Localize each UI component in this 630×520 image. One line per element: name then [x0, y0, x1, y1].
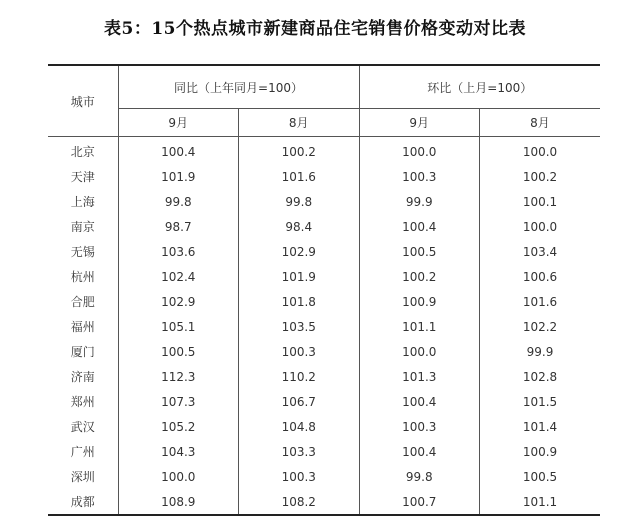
table-row	[48, 464, 600, 489]
mom-aug-cell: 100.1	[480, 189, 601, 214]
yoy-aug-cell: 100.3	[239, 464, 360, 489]
mom-aug-cell: 102.2	[480, 314, 601, 339]
mom-sept-cell: 100.0	[359, 137, 480, 165]
yoy-aug-cell: 98.4	[239, 214, 360, 239]
yoy-aug-cell: 101.6	[239, 164, 360, 189]
yoy-sept-cell: 112.3	[161, 369, 196, 384]
yoy-sept-cell: 103.6	[161, 244, 196, 259]
mom-sept-cell: 100.4	[359, 214, 480, 239]
table-row	[48, 414, 600, 439]
yoy-aug-cell: 108.2	[239, 489, 360, 515]
yoy-aug-cell: 103.5	[239, 314, 360, 339]
mom-sept-header: 9月	[359, 109, 480, 137]
mom-aug-cell: 102.8	[480, 364, 601, 389]
yoy-sept-cell: 104.3	[161, 444, 196, 459]
mom-sept-cell: 101.1	[359, 314, 480, 339]
mom-aug-cell: 101.4	[480, 414, 601, 439]
mom-aug-header: 8月	[480, 109, 601, 137]
mom-sept-cell: 100.9	[359, 289, 480, 314]
yoy-sept-cell: 100.0	[161, 469, 196, 484]
table-row	[48, 339, 600, 364]
mom-sept-cell: 100.0	[359, 339, 480, 364]
yoy-sept-cell: 107.3	[161, 394, 196, 409]
yoy-sept-cell: 108.9	[118, 489, 239, 515]
yoy-aug-cell: 100.2	[239, 137, 360, 165]
mom-aug-cell: 100.0	[480, 214, 601, 239]
table-row	[48, 289, 600, 314]
yoy-aug-header: 8月	[239, 109, 360, 137]
table-row	[48, 189, 600, 214]
table-row	[48, 389, 600, 414]
yoy-sept-cell: 100.4	[161, 144, 196, 159]
mom-aug-cell: 101.1	[480, 489, 601, 515]
yoy-sept-cell: 101.9	[161, 169, 196, 184]
table-row	[48, 264, 600, 289]
table-row	[48, 489, 600, 515]
city-cell: 南京	[48, 214, 118, 239]
city-cell: 福州	[48, 314, 118, 339]
mom-aug-cell: 101.6	[480, 289, 601, 314]
city-cell: 济南	[48, 364, 118, 389]
table-row	[48, 214, 600, 239]
mom-aug-cell: 100.6	[480, 264, 601, 289]
mom-aug-cell: 100.5	[480, 464, 601, 489]
yoy-aug-cell: 104.8	[239, 414, 360, 439]
city-cell: 厦门	[48, 339, 118, 364]
yoy-aug-cell: 102.9	[239, 239, 360, 264]
mom-sept-cell: 100.7	[359, 489, 480, 515]
mom-aug-cell: 100.2	[480, 164, 601, 189]
table-title: 表5：15个热点城市新建商品住宅销售价格变动对比表	[104, 19, 526, 39]
yoy-aug-cell: 101.9	[239, 264, 360, 289]
yoy-aug-cell: 101.8	[239, 289, 360, 314]
table-row	[48, 137, 600, 165]
table-row	[48, 164, 600, 189]
city-cell: 合肥	[48, 289, 118, 314]
mom-sept-cell: 99.8	[359, 464, 480, 489]
yoy-aug-cell: 99.8	[239, 189, 360, 214]
mom-sept-cell: 100.4	[359, 389, 480, 414]
mom-aug-cell: 100.0	[480, 137, 601, 165]
mom-aug-cell: 101.5	[480, 389, 601, 414]
table-row	[48, 364, 600, 389]
city-cell: 武汉	[48, 414, 118, 439]
city-cell: 成都	[48, 489, 118, 515]
yoy-aug-cell: 106.7	[239, 389, 360, 414]
yoy-sept-cell: 105.2	[161, 419, 196, 434]
city-column-header: 城市	[48, 65, 118, 137]
city-cell: 天津	[48, 164, 118, 189]
city-cell: 广州	[48, 439, 118, 464]
mom-aug-cell: 100.9	[480, 439, 601, 464]
city-cell: 深圳	[48, 464, 118, 489]
mom-aug-cell: 103.4	[480, 239, 601, 264]
yoy-sept-cell: 98.7	[164, 219, 192, 234]
table-row	[48, 239, 600, 264]
yoy-sept-cell: 102.9	[161, 294, 196, 309]
yoy-sept-header: 9月	[118, 109, 239, 137]
city-cell: 上海	[48, 189, 118, 214]
city-cell: 北京	[48, 137, 118, 165]
yoy-aug-cell: 110.2	[239, 364, 360, 389]
mom-sept-cell: 100.3	[359, 414, 480, 439]
mom-sept-cell: 100.4	[359, 439, 480, 464]
yoy-aug-cell: 100.3	[239, 339, 360, 364]
mom-sept-cell: 99.9	[359, 189, 480, 214]
table-row	[48, 439, 600, 464]
yoy-sept-cell: 100.5	[161, 344, 196, 359]
mom-sept-cell: 100.5	[359, 239, 480, 264]
city-cell: 杭州	[48, 264, 118, 289]
price-comparison-table	[48, 64, 600, 516]
table-body	[48, 137, 600, 516]
mom-sept-cell: 100.2	[359, 264, 480, 289]
city-cell: 无锡	[48, 239, 118, 264]
yoy-sept-cell: 105.1	[161, 319, 196, 334]
yoy-sept-cell: 99.8	[164, 194, 192, 209]
yoy-aug-cell: 103.3	[239, 439, 360, 464]
mom-group-header: 环比（上月=100）	[359, 65, 600, 109]
mom-sept-cell: 101.3	[359, 364, 480, 389]
city-cell: 郑州	[48, 389, 118, 414]
table-row	[48, 314, 600, 339]
mom-aug-cell: 99.9	[480, 339, 601, 364]
yoy-sept-cell: 102.4	[161, 269, 196, 284]
mom-sept-cell: 100.3	[359, 164, 480, 189]
yoy-group-header: 同比（上年同月=100）	[118, 65, 359, 109]
